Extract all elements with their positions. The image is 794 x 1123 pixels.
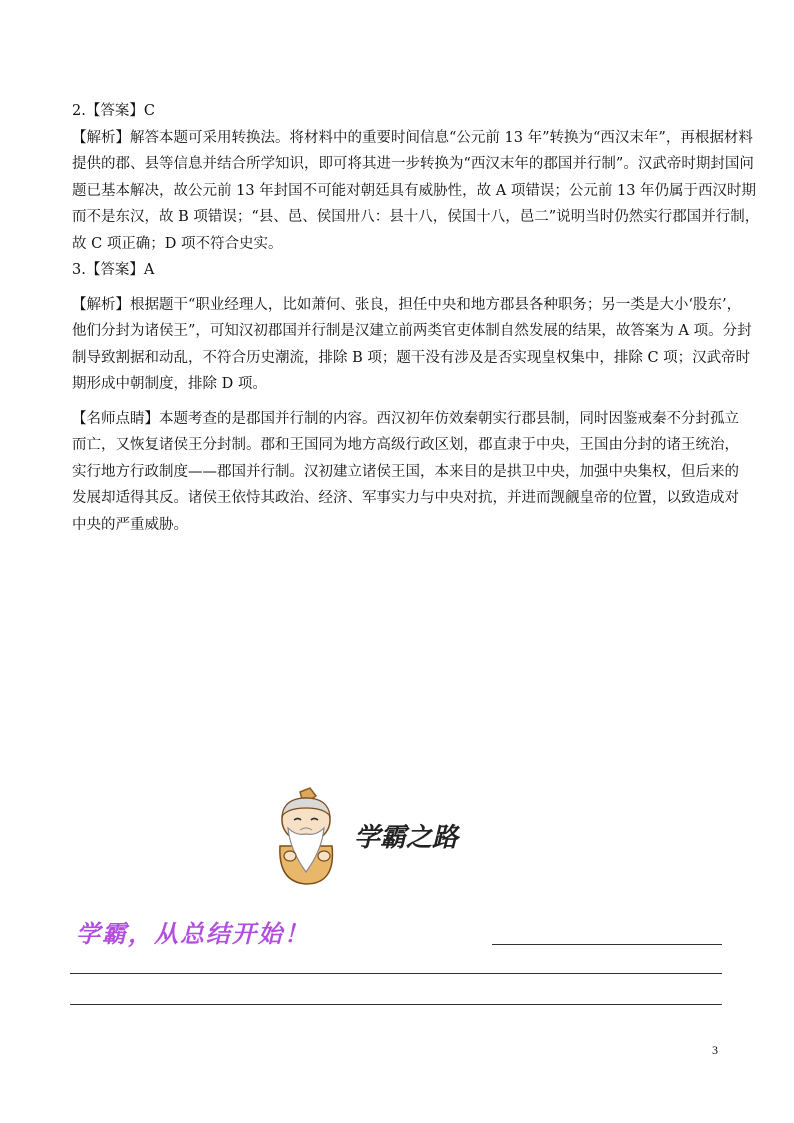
teacher-note-line-2: 而亡，又恢复诸侯王分封制。郡和王国同为地方高级行政区划，郡直隶于中央，王国由分封的诸王统治， [72, 437, 739, 453]
answer-3-line-4: 期形成中朝制度，排除 D 项。 [72, 376, 267, 392]
answer-3-line-1: 【解析】根据题干“职业经理人，比如萧何、张良，担任中央和地方郡县各种职务；另一类是大小‘股东’， [72, 296, 742, 313]
answer-3-line-2: 他们分封为诸侯王”，可知汉初郡国并行制是汉建立前两类官吏体制自然发展的结果，故答案为 A 项。分封 [72, 323, 752, 339]
writing-line-3 [70, 1004, 722, 1005]
answer-3-line-3: 制导致割据和动乱，不符合历史潮流，排除 B 项；题干没有涉及是否实现皇权集中，排除 C 项；汉武帝时 [72, 349, 751, 366]
xueba-logo [266, 786, 476, 886]
page-number: 3 [712, 1043, 718, 1057]
answer-3-header: 3.【答案】A [72, 262, 155, 278]
answer-2-line-1: 【解析】解答本题可采用转换法。将材料中的重要时间信息“公元前 13 年”转换为“西汉末年”，再根据材料 [72, 129, 753, 146]
answer-2-line-4: 而不是东汉，故 B 项错误；“县、邑、侯国卅八：县十八，侯国十八，邑二”说明当时仍然实行郡国并行制， [72, 209, 760, 225]
answer-2-line-3: 题已基本解决，故公元前 13 年封国不可能对朝廷具有威胁性，故 A 项错误；公元前 13 年仍属于西汉时期 [72, 182, 757, 199]
teacher-note-line-3: 实行地方行政制度——郡国并行制。汉初建立诸侯王国，本来目的是拱卫中央，加强中央集权，但后来的 [72, 463, 739, 480]
writing-line-2 [70, 973, 722, 974]
teacher-note-line-4: 发展却适得其反。诸侯王依恃其政治、经济、军事实力与中央对抗，并进而觊觎皇帝的位置，以致造成对 [72, 490, 739, 506]
document-body [72, 98, 760, 538]
slogan: 学霸，从总结开始！ [76, 919, 310, 948]
answer-2-header: 2.【答案】C [72, 103, 155, 119]
writing-line-1 [492, 944, 722, 945]
sage-mascot-icon [280, 788, 333, 884]
answer-2-line-5: 故 C 项正确；D 项不符合史实。 [72, 235, 283, 252]
teacher-note-line-1: 【名师点睛】本题考查的是郡国并行制的内容。西汉初年仿效秦朝实行郡县制，同时因鉴戒秦不分封孤立 [72, 410, 739, 427]
teacher-note-line-5: 中央的严重威胁。 [72, 516, 188, 533]
answer-2-line-2: 提供的郡、县等信息并结合所学知识，即可将其进一步转换为“西汉末年的郡国并行制”。汉武帝时期封国问 [72, 156, 754, 172]
logo-text: 学霸之路 [353, 823, 459, 853]
